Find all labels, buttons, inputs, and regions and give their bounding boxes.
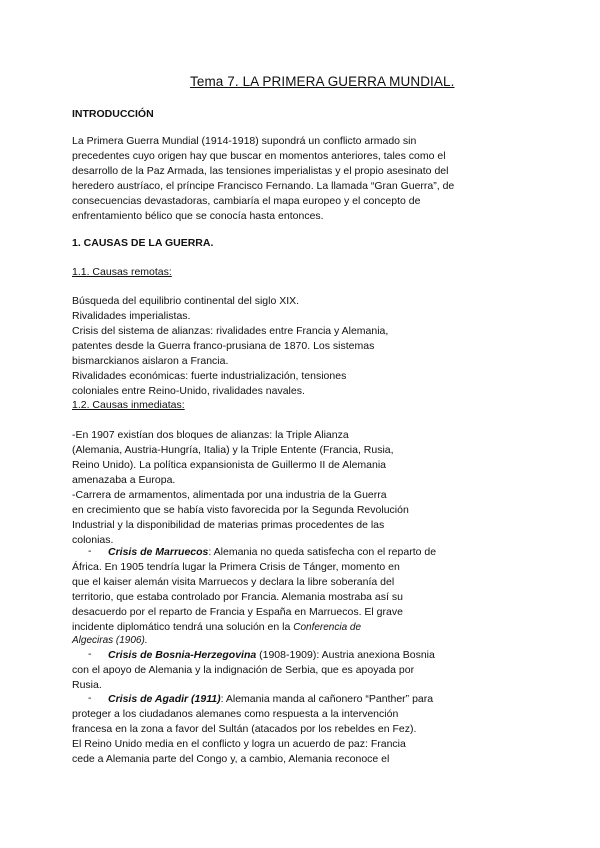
inmediatas-line: (Alemania, Austria-Hungría, Italia) y la Triple Entente (Francia, Rusia, [72,444,394,456]
section-heading: 1. CAUSAS DE LA GUERRA. [72,237,214,249]
conference-name-2: Algeciras (1906). [72,635,148,646]
bosnia-line: Rusia. [72,679,102,691]
inmediatas-line: -En 1907 existían dos bloques de alianzas: la Triple Alianza [72,429,349,441]
inmediatas-line: Industrial y la disponibilidad de materias primas procedentes de las [72,519,385,531]
intro-line: La Primera Guerra Mundial (1914-1918) supondrá un conflicto armado sin [72,135,417,147]
agadir-line: cede a Alemania parte del Congo y, a cambio, Alemania reconoce el [72,753,390,765]
agadir-first-line [108,692,433,707]
remotas-line: Crisis del sistema de alianzas: rivalidades entre Francia y Alemania, [72,325,389,337]
inmediatas-line: -Carrera de armamentos, alimentada por una industria de la Guerra [72,489,387,501]
bullet-dash: - [88,545,92,557]
marruecos-last-pre: incidente diplomático tendrá una solución en la [72,621,294,633]
inmediatas-line: Reino Unido). La política expansionista de Guillermo II de Alemania [72,459,387,471]
remotas-line: Rivalidades económicas: fuerte industrialización, tensiones [72,370,347,382]
agadir-line: francesa en la zona a favor del Sultán (atacados por los rebeldes en Fez). [72,723,417,735]
bullet-dash: - [88,648,92,660]
bosnia-label: Crisis de Bosnia-Herzegovina [108,649,257,661]
marruecos-line: que el kaiser alemán visita Marruecos y declara la libre soberanía del [72,576,395,588]
intro-line: precedentes cuyo origen hay que buscar en momentos anteriores, tales como el [72,150,446,162]
agadir-label: Crisis de Agadir (1911) [108,693,221,705]
inmediatas-line: en crecimiento que se había visto favorecida por la Segunda Revolución [72,504,409,516]
remotas-line: Rivalidades imperialistas. [72,310,191,322]
bosnia-first: (1908-1909): Austria anexiona Bosnia [256,649,435,661]
marruecos-line: África. En 1905 tendría lugar la Primera Crisis de Tánger, momento en [72,561,400,573]
remotas-line: coloniales entre Reino-Unido, rivalidades navales. [72,385,305,397]
intro-heading: INTRODUCCIÓN [72,108,154,120]
bosnia-first-line [108,648,435,663]
inmediatas-heading: 1.2. Causas inmediatas: [72,399,185,411]
remotas-line: Búsqueda del equilibrio continental del siglo XIX. [72,295,300,307]
agadir-line: El Reino Unido media en el conflicto y logra un acuerdo de paz: Francia [72,738,406,750]
intro-line: consecuencias devastadoras, cambiaría el mapa europeo y el concepto de [72,195,421,207]
marruecos-first: : Alemania no queda satisfecha con el reparto de [208,546,437,558]
inmediatas-line: amenazaba a Europa. [72,474,176,486]
intro-line: desarrollo de la Paz Armada, las tensiones imperialistas y el propio asesinato del [72,165,449,177]
remotas-line: bismarckianos aislaron a Francia. [72,355,229,367]
marruecos-first-line [108,545,436,560]
bullet-dash: - [88,692,92,704]
agadir-line: proteger a los ciudadanos alemanes como respuesta a la intervención [72,708,399,720]
document-title: Tema 7. LA PRIMERA GUERRA MUNDIAL. [190,74,455,89]
intro-line: heredero austríaco, el príncipe Francisco Fernando. La llamada “Gran Guerra”, de [72,180,455,192]
conference-name: Conferencia de [293,622,362,633]
inmediatas-line: colonias. [72,534,114,546]
bosnia-line: con el apoyo de Alemania y la indignación de Serbia, que es apoyada por [72,664,415,676]
marruecos-line: desacuerdo por el reparto de Francia y España en Marruecos. El grave [72,606,403,618]
agadir-first: : Alemania manda al cañonero “Panther” para [220,693,434,705]
marruecos-label: Crisis de Marruecos [108,546,209,558]
remotas-heading: 1.1. Causas remotas: [72,266,172,278]
marruecos-line: territorio, que estaba controlado por Francia. Alemania mostraba así su [72,591,403,603]
intro-line: enfrentamiento bélico que se conocía hasta entonces. [72,210,324,222]
remotas-line: patentes desde la Guerra franco-prusiana de 1870. Los sistemas [72,340,375,352]
